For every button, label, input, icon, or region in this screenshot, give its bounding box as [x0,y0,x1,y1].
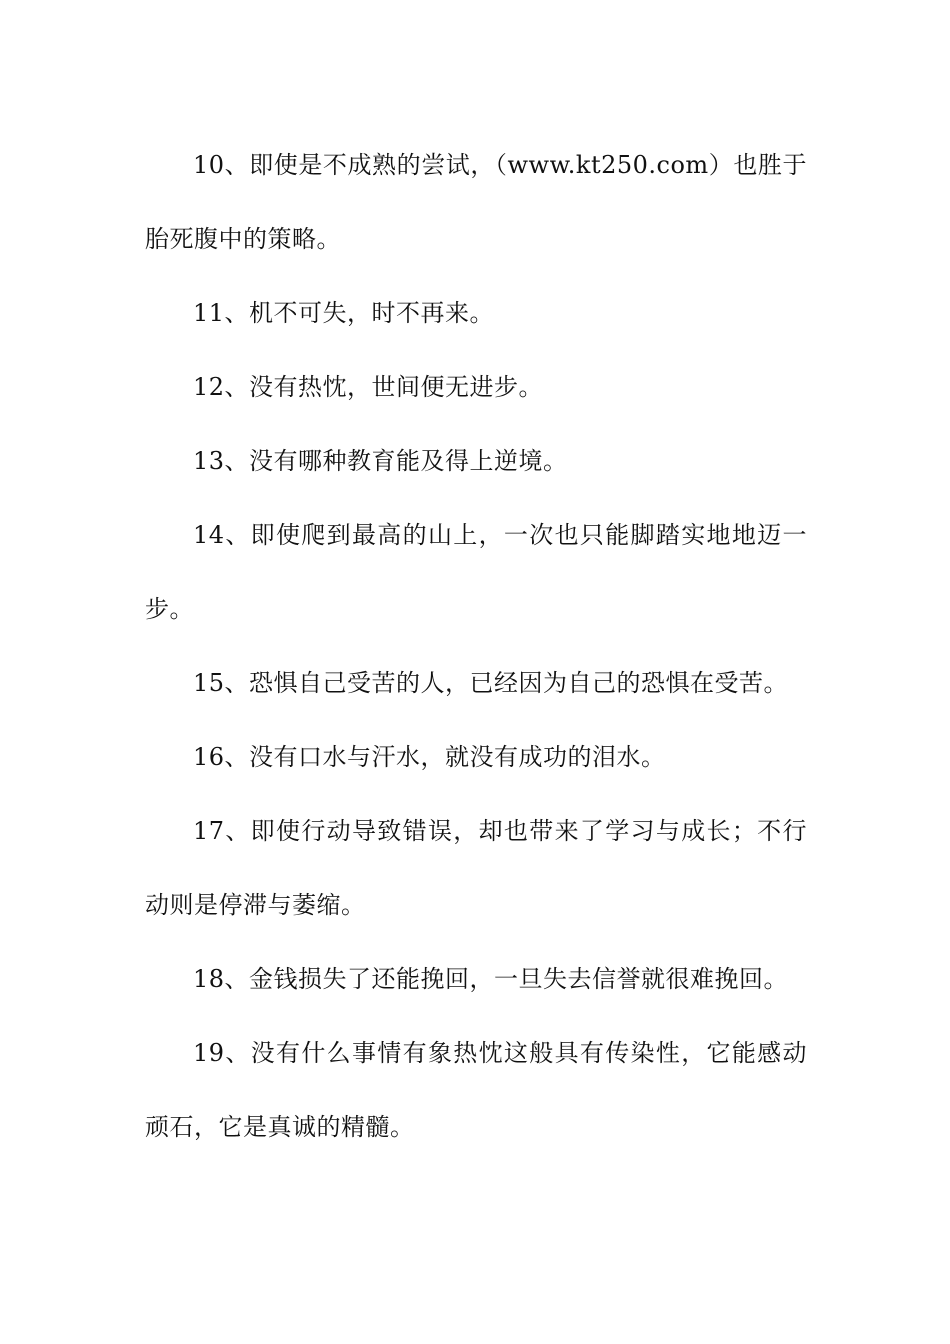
paragraph-13: 13、没有哪种教育能及得上逆境。 [193,447,568,475]
document-body [145,128,807,1164]
paragraph-14: 14、即使爬到最高的山上，一次也只能脚踏实地地迈一步。 [145,521,807,623]
paragraph-11: 11、机不可失，时不再来。 [193,299,495,327]
paragraph-16: 16、没有口水与汗水，就没有成功的泪水。 [193,743,666,771]
paragraph-19: 19、没有什么事情有象热忱这般具有传染性，它能感动顽石，它是真诚的精髓。 [145,1039,807,1141]
paragraph-17: 17、即使行动导致错误，却也带来了学习与成长；不行动则是停滞与萎缩。 [145,817,807,919]
paragraph-10: 10、即使是不成熟的尝试，（www.kt250.com）也胜于胎死腹中的策略。 [145,151,807,253]
paragraph-18: 18、金钱损失了还能挽回，一旦失去信誉就很难挽回。 [193,965,789,993]
paragraph-15: 15、恐惧自己受苦的人，已经因为自己的恐惧在受苦。 [193,669,789,697]
paragraph-12: 12、没有热忱，世间便无进步。 [193,373,544,401]
